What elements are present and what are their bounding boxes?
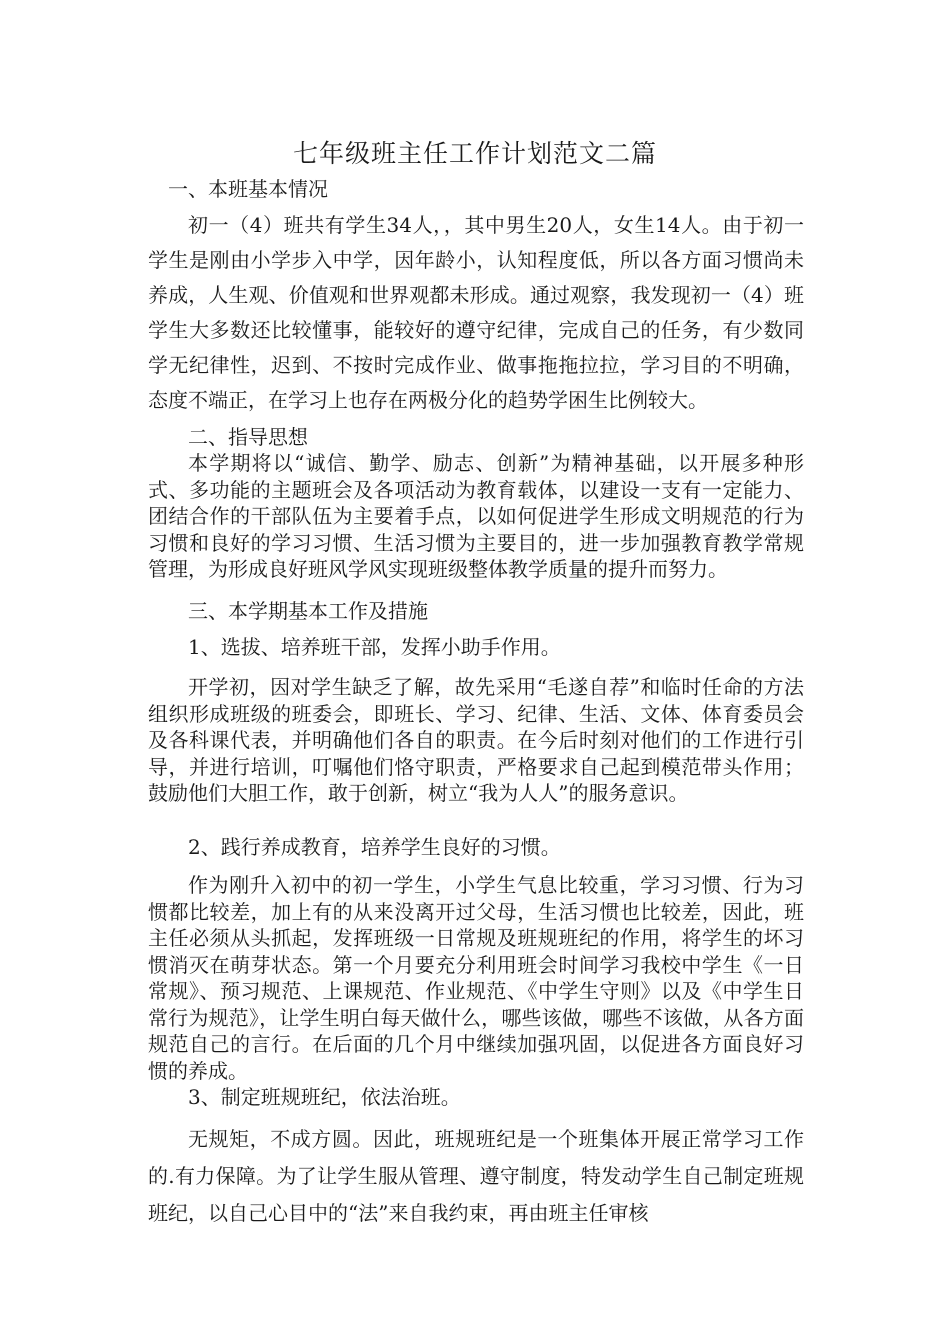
section-heading-measures: 三、本学期基本工作及措施 — [188, 599, 428, 623]
section-heading-guiding-thought: 二、指导思想 — [188, 425, 308, 449]
paragraph-class-cadres: 开学初，因对学生缺乏了解，故先采用“毛遂自荐”和临时任命的方法组织形成班级的班委会，即班长、学习、纪律、生活、文体、体育委员会及各科课代表，并明确他们各自的职责。在今后时刻对他们的工作进行引导，并进行培训，叮嘱他们恪守职责，严格要求自己起到模范带头作用；鼓励他们大胆工作，敢于创新，树立“我为人人”的服务意识。 — [148, 675, 804, 805]
document-title: 七年级班主任工作计划范文二篇 — [292, 139, 657, 168]
item-heading-class-cadres: 1、选拔、培养班干部，发挥小助手作用。 — [188, 635, 561, 659]
item-heading-habits: 2、践行养成教育，培养学生良好的习惯。 — [188, 835, 561, 859]
paragraph-basic-situation: 初一（4）班共有学生34人，，其中男生20人，女生14人。由于初一学生是刚由小学步入中学，因年龄小，认知程度低，所以各方面习惯尚未养成，人生观、价值观和世界观都未形成。通过观察，我发现初一（4）班学生大多数还比较懂事，能较好的遵守纪律，完成自己的任务，有少数同学无纪律性，迟到、不按时完成作业、做事拖拖拉拉，学习目的不明确，态度不端正，在学习上也存在两极分化的趋势学困生比例较大。 — [148, 213, 804, 412]
paragraph-class-rules: 无规矩，不成方圆。因此，班规班纪是一个班集体开展正常学习工作的.有力保障。为了让学生服从管理、遵守制度，特发动学生自己制定班规班纪，以自己心目中的“法”来自我约束，再由班主任审核 — [148, 1127, 804, 1225]
section-heading-basic-situation: 一、本班基本情况 — [168, 177, 328, 201]
paragraph-guiding-thought: 本学期将以“诚信、勤学、励志、创新”为精神基础，以开展多种形式、多功能的主题班会及各项活动为教育载体，以建设一支有一定能力、团结合作的干部队伍为主要着手点，以如何促进学生形成文明规范的行为习惯和良好的学习习惯、生活习惯为主要目的，进一步加强教育教学常规管理，为形成良好班风学风实现班级整体教学质量的提升而努力。 — [148, 451, 804, 581]
item-heading-class-rules: 3、制定班规班纪，依法治班。 — [188, 1085, 461, 1109]
paragraph-habits: 作为刚升入初中的初一学生，小学生气息比较重，学习习惯、行为习惯都比较差，加上有的从来没离开过父母，生活习惯也比较差，因此，班主任必须从头抓起，发挥班级一日常规及班规班纪的作用，将学生的坏习惯消灭在萌芽状态。第一个月要充分利用班会时间学习我校中学生《一日常规》、预习规范、上课规范、作业规范、《中学生守则》以及《中学生日常行为规范》，让学生明白每天做什么，哪些该做，哪些不该做，从各方面规范自己的言行。在后面的几个月中继续加强巩固，以促进各方面良好习惯的养成。 — [148, 873, 804, 1083]
